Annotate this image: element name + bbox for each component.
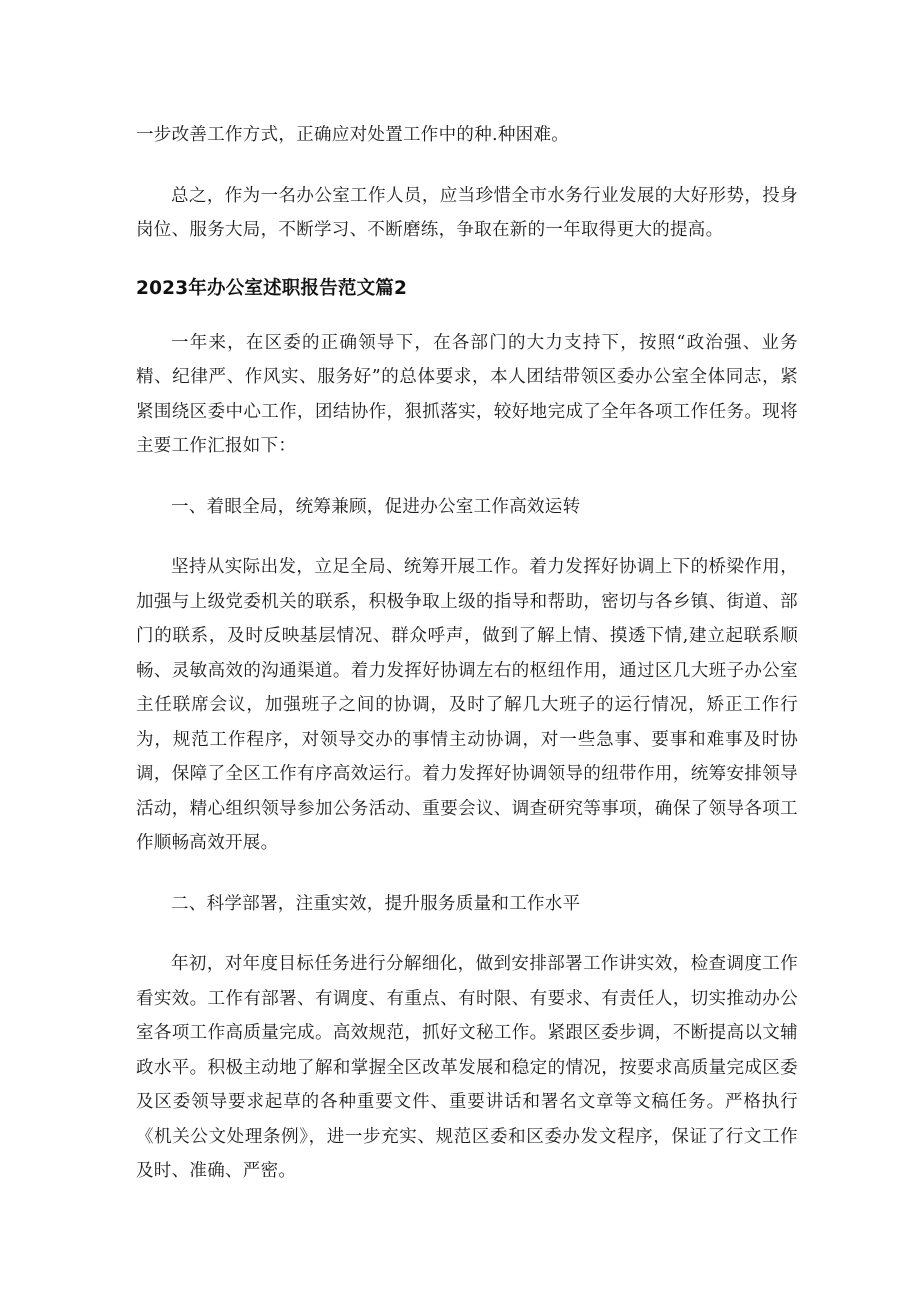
article-title: 2023年办公室述职报告范文篇2 [136,277,408,299]
paragraph-section-1: 坚持从实际出发，立足全局、统筹开展工作。着力发挥好协调上下的桥梁作用，加强与上级党委机关的联系，积极争取上级的指导和帮助，密切与各乡镇、街道、部门的联系，及时反映基层情况、群众呼声，做到了解上情、摸透下情,建立起联系顺畅、灵敏高效的沟通渠道。着力发挥好协调左右的枢纽作用，通过区几大班子办公室主任联席会议，加强班子之间的协调，及时了解几大班子的运行情况，矫正工作行为，规范工作程序，对领导交办的事情主动协调，对一些急事、要事和难事及时协调，保障了全区工作有序高效运行。着力发挥好协调领导的纽带作用，统筹安排领导活动，精心组织领导参加公务活动、重要会议、调查研究等事项，确保了领导各项工作顺畅高效开展。 [136,557,798,853]
paragraph-summary: 总之，作为一名办公室工作人员，应当珍惜全市水务行业发展的大好形势，投身岗位、服务大局，不断学习、不断磨练，争取在新的一年取得更大的提高。 [136,185,798,240]
document-page [136,118,798,1189]
paragraph-intro: 一年来，在区委的正确领导下，在各部门的大力支持下，按照“政治强、业务精、纪律严、作风实、服务好”的总体要求，本人团结带领区委办公室全体同志，紧紧围绕区委中心工作，团结协作，狠抓落实，较好地完成了全年各项工作任务。现将主要工作汇报如下： [136,332,798,456]
paragraph-continuation: 一步改善工作方式，正确应对处置工作中的种.种困难。 [136,125,570,145]
paragraph-section-2: 年初，对年度目标任务进行分解细化，做到安排部署工作讲实效，检查调度工作看实效。工作有部署、有调度、有重点、有时限、有要求、有责任人，切实推动办公室各项工作高质量完成。高效规范，抓好文秘工作。紧跟区委步调，不断提高以文辅政水平。积极主动地了解和掌握全区改革发展和稳定的情况，按要求高质量完成区委及区委领导要求起草的各种重要文件、重要讲话和署名文章等文稿任务。严格执行《机关公文处理条例》，进一步充实、规范区委和区委办发文程序，保证了行文工作及时、准确、严密。 [136,954,798,1181]
section-heading-2: 二、科学部署，注重实效，提升服务质量和工作水平 [171,893,581,914]
section-heading-1: 一、着眼全局，统筹兼顾，促进办公室工作高效运转 [171,496,581,517]
